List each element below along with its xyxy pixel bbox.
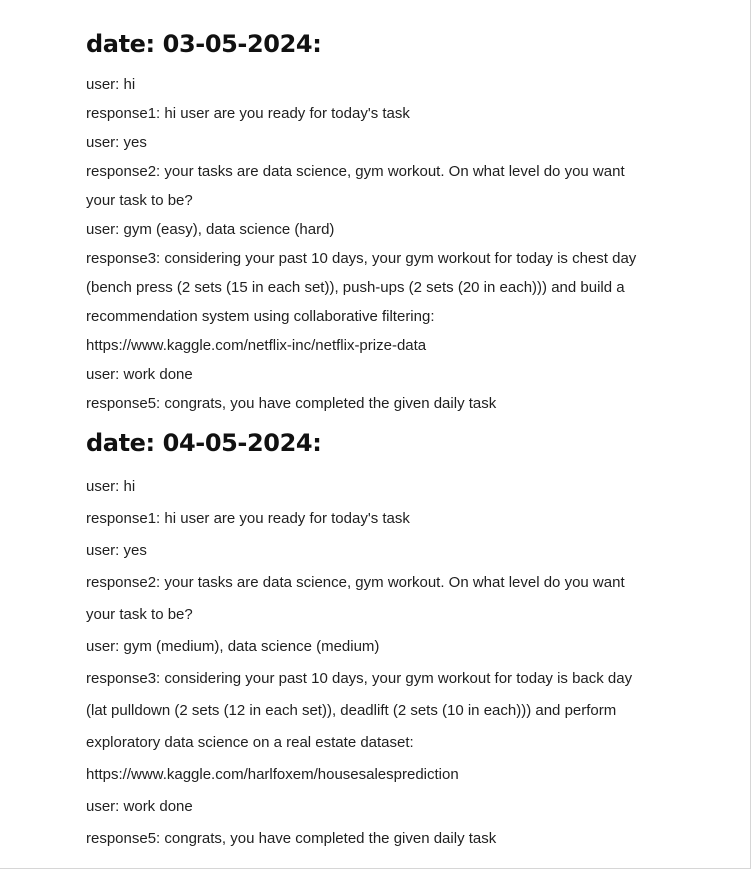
date-section [86,428,686,855]
chat-line: response3: considering your past 10 days, your gym workout for today is back day [86,670,633,687]
chat-line: user: gym (medium), data science (medium) [86,638,380,655]
chat-line: response3: considering your past 10 days, your gym workout for today is chest day [86,250,637,267]
chat-line: user: hi [86,76,136,93]
chat-line: response5: congrats, you have completed the given daily task [86,395,497,412]
chat-line: (bench press (2 sets (15 in each set)), push-ups (2 sets (20 in each))) and build a [86,279,625,296]
chat-line: user: hi [86,478,136,495]
chat-line: response1: hi user are you ready for today's task [86,105,410,122]
chat-line: user: work done [86,366,193,383]
chat-line: exploratory data science on a real estate dataset: [86,734,414,751]
chat-line: response2: your tasks are data science, gym workout. On what level do you want [86,574,625,591]
chat-line: recommendation system using collaborative filtering: [86,308,435,325]
chat-line: user: yes [86,134,147,151]
dataset-link-text: https://www.kaggle.com/netflix-inc/netflix-prize-data [86,337,427,354]
chat-line: response2: your tasks are data science, gym workout. On what level do you want [86,163,625,180]
date-heading: date: 04-05-2024: [86,429,322,457]
chat-line: your task to be? [86,192,193,209]
chat-line: user: yes [86,542,147,559]
dataset-link-text: https://www.kaggle.com/harlfoxem/housesalesprediction [86,766,459,783]
document-content [86,0,686,855]
chat-line: (lat pulldown (2 sets (12 in each set)), deadlift (2 sets (10 in each))) and perform [86,702,617,719]
chat-line: response1: hi user are you ready for today's task [86,510,410,527]
date-heading: date: 03-05-2024: [86,30,322,58]
chat-line: response5: congrats, you have completed the given daily task [86,830,497,847]
chat-line: your task to be? [86,606,193,623]
date-section [86,29,686,418]
chat-line: user: gym (easy), data science (hard) [86,221,335,238]
chat-line: user: work done [86,798,193,815]
